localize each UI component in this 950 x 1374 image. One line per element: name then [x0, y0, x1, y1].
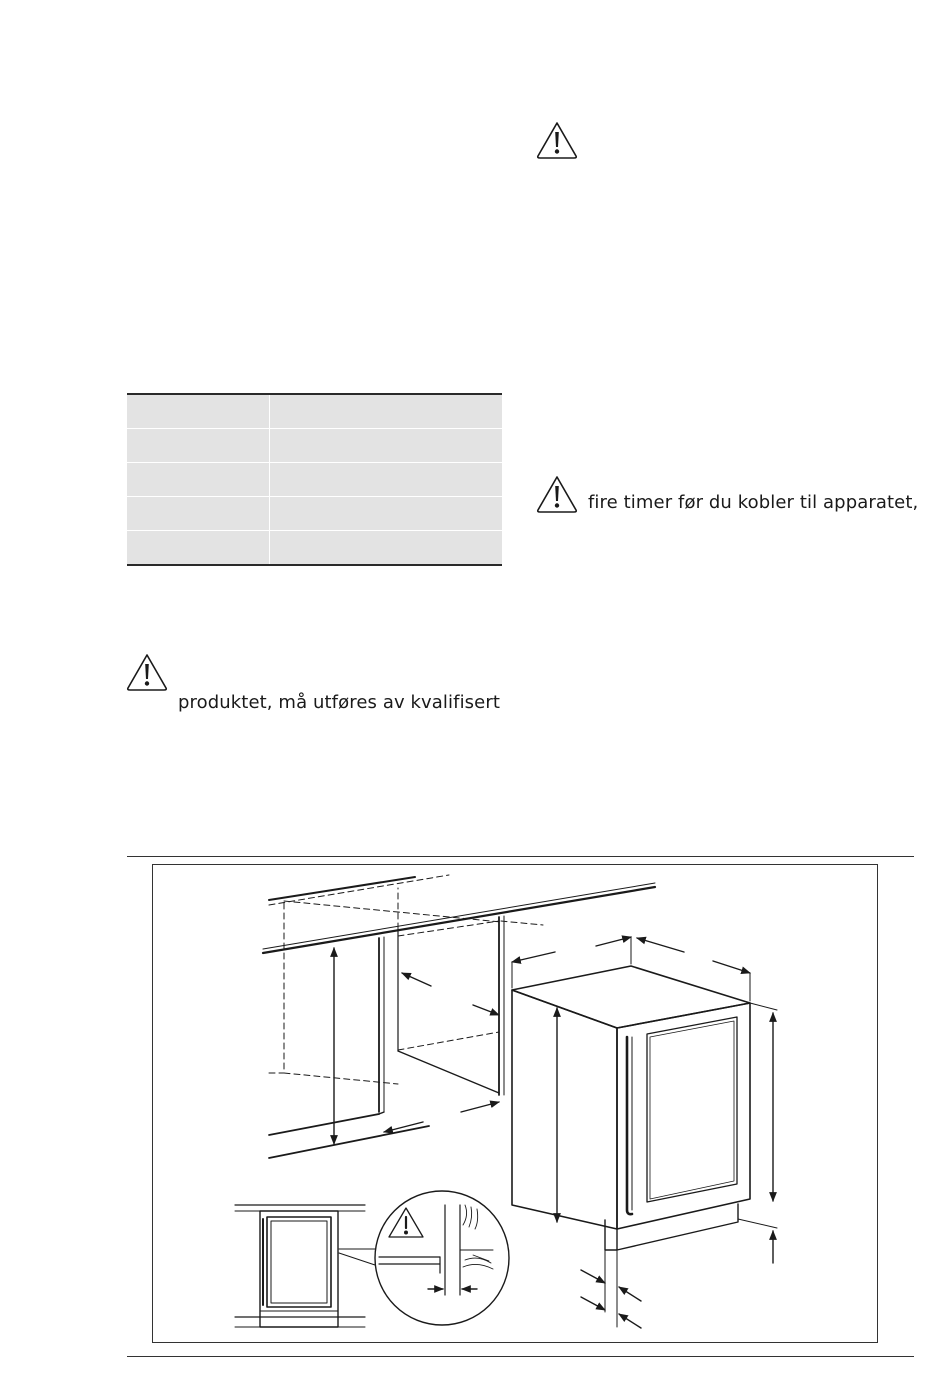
installation-drawing — [153, 865, 879, 1344]
warning-icon-left — [126, 653, 168, 691]
warning-triangle-icon — [126, 653, 168, 691]
figure-bottom-rule — [127, 1356, 914, 1357]
table-row — [127, 395, 502, 429]
spec-table — [127, 393, 502, 566]
installation-figure — [152, 864, 878, 1343]
table-row — [127, 463, 502, 497]
warning-icon-mid — [536, 475, 578, 513]
qualified-service-text: produktet, må utføres av kvalifisert — [178, 692, 500, 713]
warning-icon-top — [536, 121, 578, 159]
figure-top-rule — [127, 856, 914, 857]
warning-triangle-icon — [536, 121, 578, 159]
table-row — [127, 531, 502, 564]
warning-triangle-icon — [536, 475, 578, 513]
wait-before-connect-text: fire timer før du kobler til apparatet, — [588, 492, 919, 513]
table-row — [127, 497, 502, 531]
table-row — [127, 429, 502, 463]
